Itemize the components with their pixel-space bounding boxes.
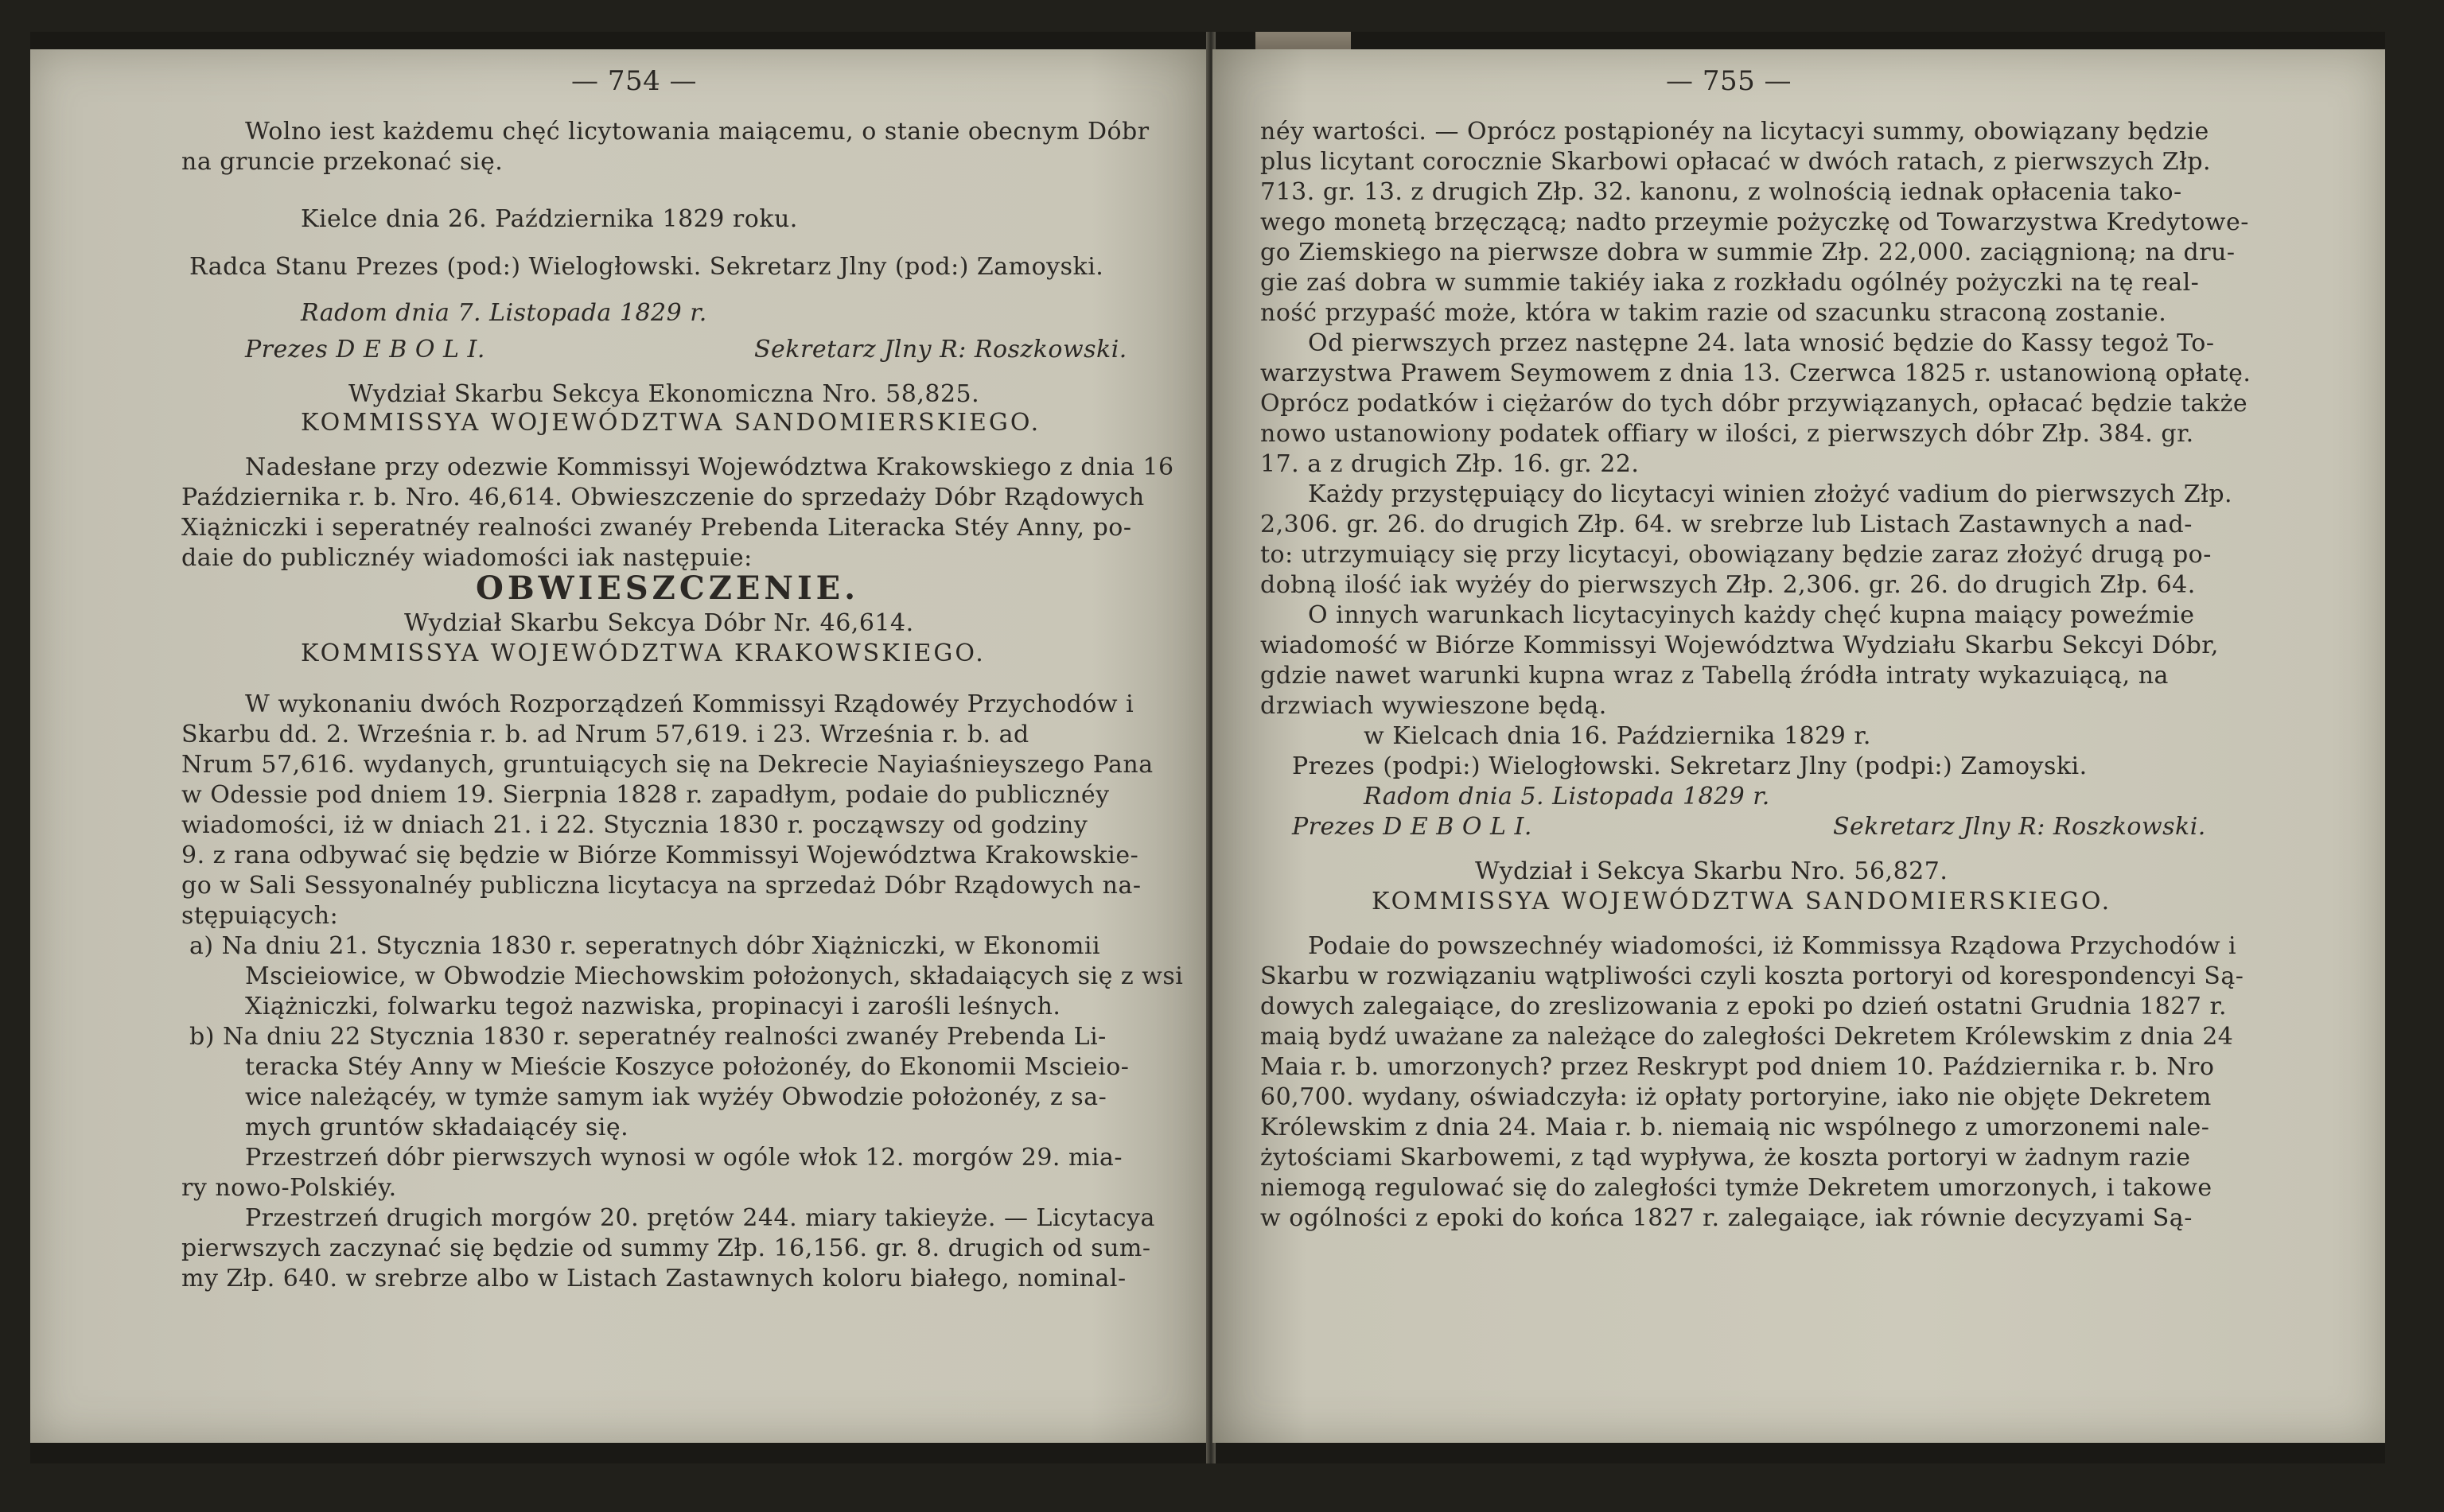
text-line: w ogólności z epoki do końca 1827 r. zalegaiące, iak równie decyzyami Są- (1260, 1204, 2193, 1232)
text-line: go Ziemskiego na pierwsze dobra w summie Złp. 22,000. zaciągnioną; na dru- (1260, 239, 2236, 266)
text-line: ry nowo-Polskiéy. (181, 1174, 397, 1202)
text-line: drzwiach wywieszone będą. (1260, 692, 1607, 720)
page-number: — 754 — (571, 65, 698, 97)
text-line: Podaie do powszechnéy wiadomości, iż Kommissya Rządowa Przychodów i (1308, 932, 2237, 960)
text-line: Wydział i Sekcya Skarbu Nro. 56,827. (1475, 857, 1948, 885)
text-line: 60,700. wydany, oświadczyła: iż opłaty portoryine, iako nie objęte Dekretem (1260, 1083, 2212, 1111)
text-line: Października r. b. Nro. 46,614. Obwieszczenie do sprzedaży Dóbr Rządowych (181, 484, 1145, 511)
text-line: dowych zalegaiące, do zreslizowania z epoki po dzień ostatni Grudnia 1827 r. (1260, 993, 2228, 1020)
left-page (30, 49, 1209, 1443)
text-line: stępuiących: (181, 902, 339, 930)
text-line: na gruncie przekonać się. (181, 148, 504, 176)
text-line: nowo ustanowiony podatek offiary w ilości, z pierwszych dóbr Złp. 384. gr. (1260, 420, 2194, 448)
text-line: Każdy przystępuiący do licytacyi winien złożyć vadium do pierwszych Złp. (1308, 480, 2233, 508)
text-line: Nrum 57,616. wydanych, gruntuiących się na Dekrecie Nayiaśnieyszego Pana (181, 751, 1154, 779)
text-line: mych gruntów składaiącéy się. (245, 1114, 629, 1141)
text-line: Xiążniczki i seperatnéy realności zwanéy Prebenda Literacka Stéy Anny, po- (181, 514, 1132, 542)
text-line: b) Na dniu 22 Stycznia 1830 r. seperatnéy realności zwanéy Prebenda Li- (189, 1023, 1107, 1051)
text-line: to: utrzymuiący się przy licytacyi, obowiązany będzie zaraz złożyć drugą po- (1260, 541, 2212, 569)
text-line: Sekretarz Jlny R: Roszkowski. (1833, 813, 2206, 841)
text-line: pierwszych zaczynać się będzie od summy Złp. 16,156. gr. 8. drugich od sum- (181, 1234, 1151, 1262)
text-line: Xiążniczki, folwarku tegoż nazwiska, propinacyi i zarośli leśnych. (245, 993, 1061, 1020)
text-line: wiadomość w Biórze Kommissyi Województwa Wydziału Skarbu Sekcyi Dóbr, (1260, 632, 2219, 659)
text-line: KOMMISSYA WOJEWÓDZTWA SANDOMIERSKIEGO. (301, 409, 1041, 437)
text-line: warzystwa Prawem Seymowem z dnia 13. Czerwca 1825 r. ustanowioną opłatę. (1260, 360, 2251, 387)
text-line: my Złp. 640. w srebrze albo w Listach Zastawnych koloru białego, nominal- (181, 1265, 1127, 1292)
text-line: wego monetą brzęczącą; nadto przeymie pożyczkę od Towarzystwa Kredytowe- (1260, 208, 2249, 236)
text-line: maią bydź uważane za należące do zaległości Dekretem Królewskim z dnia 24 (1260, 1023, 2234, 1051)
text-line: gie zaś dobra w summie takiéy iaka z rozkładu ogólnéy pożyczki na tę real- (1260, 269, 2200, 297)
text-line: Przestrzeń dóbr pierwszych wynosi w ogóle włok 12. morgów 29. mia- (245, 1144, 1123, 1172)
text-line: Radom dnia 7. Listopada 1829 r. (301, 299, 707, 327)
text-line: Nadesłane przy odezwie Kommissyi Województwa Krakowskiego z dnia 16 (245, 453, 1174, 481)
text-line: ność przypaść może, która w takim razie od szacunku straconą zostanie. (1260, 299, 2167, 327)
text-line: Radca Stanu Prezes (pod:) Wielogłowski. Sekretarz Jlny (pod:) Zamoyski. (189, 253, 1104, 281)
text-line: W wykonaniu dwóch Rozporządzeń Kommissyi Rządowéy Przychodów i (245, 690, 1134, 718)
text-line: go w Sali Sessyonalnéy publiczna licytacya na sprzedaż Dóbr Rządowych na- (181, 872, 1142, 900)
text-line: Wydział Skarbu Sekcya Dóbr Nr. 46,614. (404, 609, 914, 637)
text-line: a) Na dniu 21. Stycznia 1830 r. seperatnych dóbr Xiążniczki, w Ekonomii (189, 932, 1101, 960)
text-line: néy wartości. — Oprócz postąpionéy na licytacyi summy, obowiązany będzie (1260, 118, 2209, 146)
text-line: Prezes D E B O L I. (245, 336, 485, 363)
text-line: niemogą regulować się do zaległości tymże Dekretem umorzonych, i takowe (1260, 1174, 2212, 1202)
text-line: Maia r. b. umorzonych? przez Reskrypt pod dniem 10. Października r. b. Nro (1260, 1053, 2215, 1081)
text-line: OBWIESZCZENIE. (476, 569, 860, 607)
text-line: Oprócz podatków i ciężarów do tych dóbr przywiązanych, opłacać będzie także (1260, 390, 2248, 418)
page-number: — 755 — (1666, 65, 1792, 97)
text-line: Prezes D E B O L I. (1292, 813, 1532, 841)
text-line: O innych warunkach licytacyinych każdy chęć kupna maiący poweźmie (1308, 601, 2195, 629)
text-line: Kielce dnia 26. Października 1829 roku. (301, 205, 798, 233)
text-line: 9. z rana odbywać się będzie w Biórze Kommissyi Województwa Krakowskie- (181, 842, 1139, 869)
text-line: wiadomości, iż w dniach 21. i 22. Stycznia 1830 r. począwszy od godziny (181, 811, 1088, 839)
text-line: Sekretarz Jlny R: Roszkowski. (754, 336, 1127, 363)
text-line: plus licytant corocznie Skarbowi opłacać w dwóch ratach, z pierwszych Złp. (1260, 148, 2212, 176)
text-line: 2,306. gr. 26. do drugich Złp. 64. w srebrze lub Listach Zastawnych a nad- (1260, 511, 2193, 538)
text-line: Królewskim z dnia 24. Maia r. b. niemaią nic wspólnego z umorzonemi nale- (1260, 1114, 2210, 1141)
right-page (1212, 49, 2385, 1443)
text-line: 17. a z drugich Złp. 16. gr. 22. (1260, 450, 1640, 478)
text-line: Od pierwszych przez następne 24. lata wnosić będzie do Kassy tegoż To- (1308, 329, 2215, 357)
text-line: 713. gr. 13. z drugich Złp. 32. kanonu, z wolnością iednak opłacenia tako- (1260, 178, 2182, 206)
text-line: w Kielcach dnia 16. Października 1829 r. (1364, 722, 1871, 750)
text-line: dobną ilość iak wyżéy do pierwszych Złp. 2,306. gr. 26. do drugich Złp. 64. (1260, 571, 2196, 599)
text-line: teracka Stéy Anny w Mieście Koszyce położonéy, do Ekonomii Mscieio- (245, 1053, 1130, 1081)
text-line: w Odessie pod dniem 19. Sierpnia 1828 r. zapadłym, podaie do publicznéy (181, 781, 1110, 809)
text-line: wice należącéy, w tymże samym iak wyżéy Obwodzie położonéy, z sa- (245, 1083, 1107, 1111)
text-line: Prezes (podpi:) Wielogłowski. Sekretarz Jlny (podpi:) Zamoyski. (1292, 752, 2088, 780)
text-line: Radom dnia 5. Listopada 1829 r. (1364, 783, 1770, 810)
text-line: żytościami Skarbowemi, z tąd wypływa, że koszta portoryi w żadnym razie (1260, 1144, 2191, 1172)
text-line: Skarbu dd. 2. Września r. b. ad Nrum 57,619. i 23. Września r. b. ad (181, 721, 1029, 748)
text-line: Wolno iest każdemu chęć licytowania maiącemu, o stanie obecnym Dóbr (245, 118, 1150, 146)
book-spread (30, 32, 2385, 1463)
text-line: KOMMISSYA WOJEWÓDZTWA KRAKOWSKIEGO. (301, 639, 986, 667)
text-line: Przestrzeń drugich morgów 20. prętów 244. miary takieyże. — Licytacya (245, 1204, 1155, 1232)
text-line: daie do publicznéy wiadomości iak następuie: (181, 544, 753, 572)
text-line: gdzie nawet warunki kupna wraz z Tabellą źródła intraty wykazuiącą, na (1260, 662, 2169, 690)
text-line: KOMMISSYA WOJEWÓDZTWA SANDOMIERSKIEGO. (1372, 888, 2112, 915)
text-line: Mscieiowice, w Obwodzie Miechowskim położonych, składaiących się z wsi (245, 962, 1184, 990)
text-line: Wydział Skarbu Sekcya Ekonomiczna Nro. 58,825. (348, 380, 980, 408)
text-line: Skarbu w rozwiązaniu wątpliwości czyli koszta portoryi od korespondencyi Są- (1260, 962, 2244, 990)
